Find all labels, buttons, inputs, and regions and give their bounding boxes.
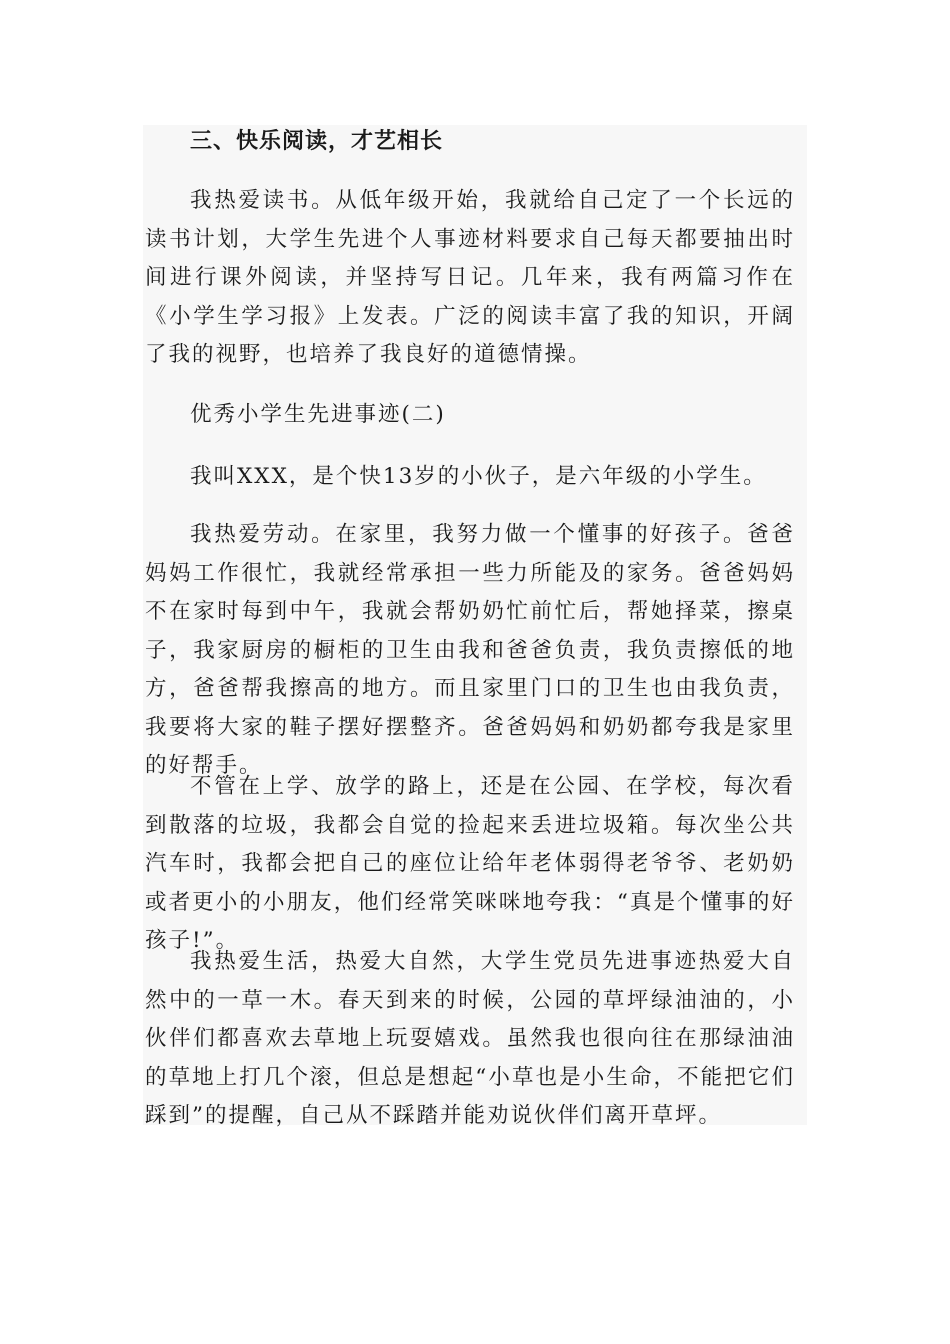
article-subtitle: 优秀小学生先进事迹(二)	[190, 402, 446, 427]
section-heading: 三、快乐阅读，才艺相长	[190, 128, 444, 154]
paragraph-labor: 我热爱劳动。在家里，我努力做一个懂事的好孩子。爸爸妈妈工作很忙，我就经常承担一些力所能及的家务。爸爸妈妈不在家时每到中午，我就会帮奶奶忙前忙后，帮她择菜，擦桌子，我家厨房的橱柜的卫生由我和爸爸负责，我负责擦低的地方，爸爸帮我擦高的地方。而且家里门口的卫生也由我负责，我要将大家的鞋子摆好摆整齐。爸爸妈妈和奶奶都夸我是家里的好帮手。	[145, 522, 795, 778]
paragraph-litter: 不管在上学、放学的路上，还是在公园、在学校，每次看到散落的垃圾，我都会自觉的捡起来丢进垃圾箱。每次坐公共汽车时，我都会把自己的座位让给年老体弱得老爷爷、老奶奶或者更小的小朋友，他们经常笑咪咪地夸我：“真是个懂事的好孩子!”。	[145, 774, 795, 953]
intro-line: 我叫XXX，是个快13岁的小伙子，是六年级的小学生。	[190, 464, 767, 489]
document-text-block	[143, 125, 807, 1128]
paragraph-reading: 我热爱读书。从低年级开始，我就给自己定了一个长远的读书计划，大学生先进个人事迹材料要求自己每天都要抽出时间进行课外阅读，并坚持写日记。几年来，我有两篇习作在《小学生学习报》上发表。广泛的阅读丰富了我的知识，开阔了我的视野，也培养了我良好的道德情操。	[145, 188, 795, 367]
paragraph-nature: 我热爱生活，热爱大自然，大学生党员先进事迹热爱大自然中的一草一木。春天到来的时候，公园的草坪绿油油的，小伙伴们都喜欢去草地上玩耍嬉戏。虽然我也很向往在那绿油油的草地上打几个滚，但总是想起“小草也是小生命，不能把它们踩到”的提醒，自己从不踩踏并能劝说伙伴们离开草坪。	[145, 949, 795, 1128]
